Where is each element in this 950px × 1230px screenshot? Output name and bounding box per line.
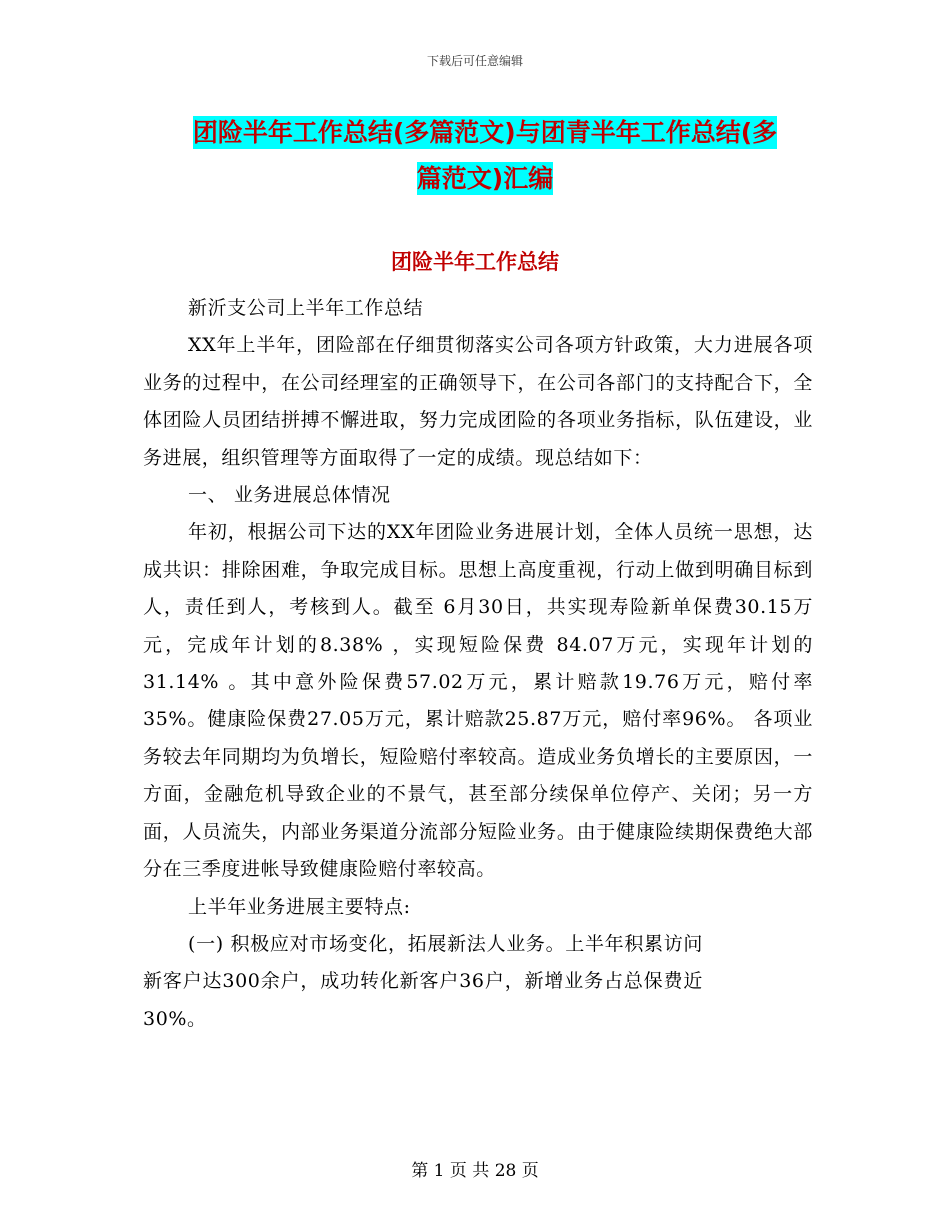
- header-note: 下载后可任意编辑: [426, 54, 523, 68]
- document-title-line-1: 团险半年工作总结(多篇范文)与团青半年工作总结(多: [192, 118, 778, 147]
- page-footer: 第 1 页 共 28 页: [411, 1161, 539, 1181]
- document-body: [143, 290, 813, 1038]
- paragraph-subtitle: 新沂支公司上半年工作总结: [188, 297, 424, 319]
- paragraph-heading-1: 一、 业务进展总体情况: [188, 484, 391, 507]
- paragraph-features-heading: 上半年业务进展主要特点:: [188, 895, 411, 918]
- paragraph-feature-1: (一) 积极应对市场变化，拓展新法人业务。上半年积累访问新客户达300余户，成功转化新客户36户，新增业务占总保费近30%。: [143, 932, 703, 1030]
- document-title-line-2: 篇范文)汇编: [416, 164, 554, 193]
- document-title: [140, 110, 830, 202]
- paragraph-intro: XX年上半年，团险部在仔细贯彻落实公司各项方针政策，大力进展各项业务的过程中，在公司经理室的正确领导下，在公司各部门的支持配合下，全体团险人员团结拼搏不懈进取，努力完成团险的各项业务指标，队伍建设，业务进展，组织管理等方面取得了一定的成绩。现总结如下：: [143, 334, 813, 469]
- paragraph-business-status: 年初，根据公司下达的XX年团险业务进展计划，全体人员统一思想，达成共识：排除困难，争取完成目标。思想上高度重视，行动上做到明确目标到人，责任到人，考核到人。截至 6月30日，共实现寿险新单保费30.15万元，完成年计划的8.38% ，实现短险保费 84.07万元，实现年计划的 31.14% 。其中意外险保费57.02万元，累计赔款19.76万元，赔付率35%。健康险保费27.05万元，累计赔款25.87万元，赔付率96%。 各项业务较去年同期均为负增长，短险赔付率较高。造成业务负增长的主要原因，一方面，金融危机导致企业的不景气，甚至部分续保单位停产、关闭；另一方面，人员流失，内部业务渠道分流部分短险业务。由于健康险续期保费绝大部分在三季度进帐导致健康险赔付率较高。: [143, 521, 813, 881]
- section-title: 团险半年工作总结: [391, 250, 559, 274]
